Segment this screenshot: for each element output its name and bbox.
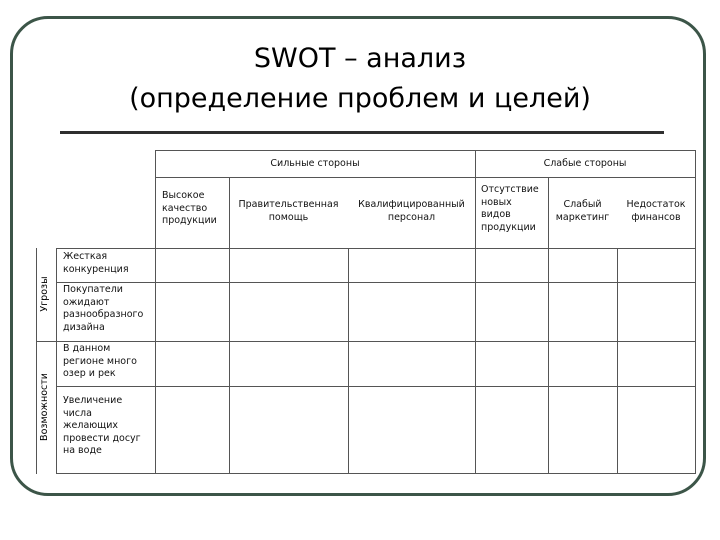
threat-item: Покупатели ожидают разнообразного дизайна [63,284,144,333]
threat-item: Жесткая конкуренция [63,251,129,275]
weaknesses-header: Слабые стороны [543,158,627,169]
slide-subtitle: (определение проблем и целей) [129,83,591,114]
opportunity-item: В данном регионе много озер и рек [63,343,137,379]
slide-title: SWOT – анализ [253,43,467,74]
strength-item: Квалифицированный персонал [358,199,465,223]
strengths-header: Сильные стороны [270,158,360,169]
opportunity-item: Увеличение числа желающих провести досуг на воде [63,395,141,456]
weakness-item: Отсутствие новых видов продукции [481,184,539,233]
threats-label: Угрозы [39,276,50,312]
weakness-item: Слабый маркетинг [555,199,610,223]
opportunities-label: Возможности [39,373,50,441]
strength-item: Высокое качество продукции [162,190,217,226]
weakness-item: Недостаток финансов [626,199,686,223]
title-divider [60,131,664,134]
strength-item: Правительственная помощь [238,199,339,223]
